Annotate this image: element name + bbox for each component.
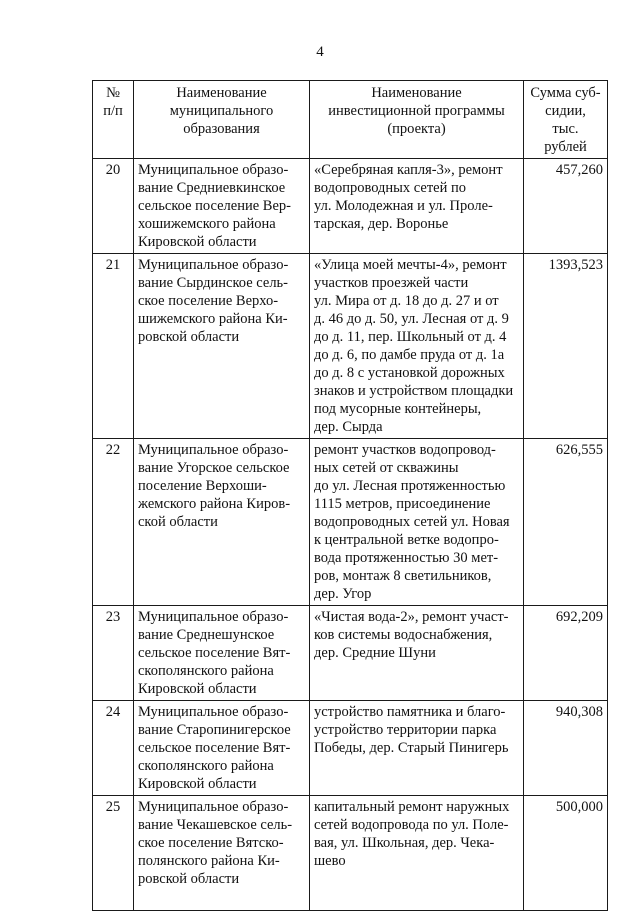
subsidy-amount: 626,555 bbox=[524, 439, 608, 606]
table-row bbox=[93, 254, 608, 439]
header-program: Наименование инвестиционной программы (проекта) bbox=[310, 81, 524, 159]
subsidy-amount: 457,260 bbox=[524, 159, 608, 254]
program-name: «Улица моей мечты-4», ремонт участков проезжей части ул. Мира от д. 18 до д. 27 и от д. 46 до д. 50, ул. Лесная от д. 9 до д. 11, пер. Школьный от д. 4 до д. 6, по дамбе пруда от д. 1а до д. 8 с установкой дорожных знаков и устройством площадки под мусорные контейнеры, дер. Сырда bbox=[310, 254, 524, 439]
program-name: устройство памятника и благо- устройство территории парка Победы, дер. Старый Пинигерь bbox=[310, 701, 524, 796]
row-number: 23 bbox=[93, 606, 134, 701]
table-row bbox=[93, 606, 608, 701]
table-row bbox=[93, 796, 608, 911]
page-number: 4 bbox=[316, 44, 324, 60]
subsidy-table bbox=[92, 80, 608, 911]
municipality-name: Муниципальное образо- вание Старопинигерское сельское поселение Вят- скополянского района Кировской области bbox=[134, 701, 310, 796]
row-number: 25 bbox=[93, 796, 134, 911]
municipality-name: Муниципальное образо- вание Среднешунское сельское поселение Вят- скополянского района Кировской области bbox=[134, 606, 310, 701]
municipality-name: Муниципальное образо- вание Чекашевское сель- ское поселение Вятско- полянского района Ки- ровской области bbox=[134, 796, 310, 911]
subsidy-amount: 1393,523 bbox=[524, 254, 608, 439]
table-row bbox=[93, 439, 608, 606]
table-row bbox=[93, 701, 608, 796]
table-row bbox=[93, 159, 608, 254]
table-header-row bbox=[93, 81, 608, 159]
municipality-name: Муниципальное образо- вание Угорское сельское поселение Верхоши- жемского района Киров- ской области bbox=[134, 439, 310, 606]
program-name: «Чистая вода-2», ремонт участ- ков системы водоснабжения, дер. Средние Шуни bbox=[310, 606, 524, 701]
program-name: капитальный ремонт наружных сетей водопровода по ул. Поле- вая, ул. Школьная, дер. Чека- шево bbox=[310, 796, 524, 911]
program-name: «Серебряная капля-3», ремонт водопроводных сетей по ул. Молодежная и ул. Проле- тарская, дер. Воронье bbox=[310, 159, 524, 254]
municipality-name: Муниципальное образо- вание Средниевкинское сельское поселение Вер- хошижемского района Кировской области bbox=[134, 159, 310, 254]
header-subsidy: Сумма суб- сидии, тыс. рублей bbox=[524, 81, 608, 159]
program-name: ремонт участков водопровод- ных сетей от скважины до ул. Лесная протяженностью 1115 метров, присоединение водопроводных сетей ул. Новая к центральной ветке водопро- вода протяженностью 30 мет- ров, монтаж 8 светильников, дер. Угор bbox=[310, 439, 524, 606]
row-number: 20 bbox=[93, 159, 134, 254]
row-number: 21 bbox=[93, 254, 134, 439]
subsidy-amount: 940,308 bbox=[524, 701, 608, 796]
subsidy-amount: 500,000 bbox=[524, 796, 608, 911]
municipality-name: Муниципальное образо- вание Сырдинское сель- ское поселение Верхо- шижемского района Ки- ровской области bbox=[134, 254, 310, 439]
row-number: 22 bbox=[93, 439, 134, 606]
header-municipality: Наименование муниципального образования bbox=[134, 81, 310, 159]
subsidy-amount: 692,209 bbox=[524, 606, 608, 701]
row-number: 24 bbox=[93, 701, 134, 796]
header-num: № п/п bbox=[93, 81, 134, 159]
